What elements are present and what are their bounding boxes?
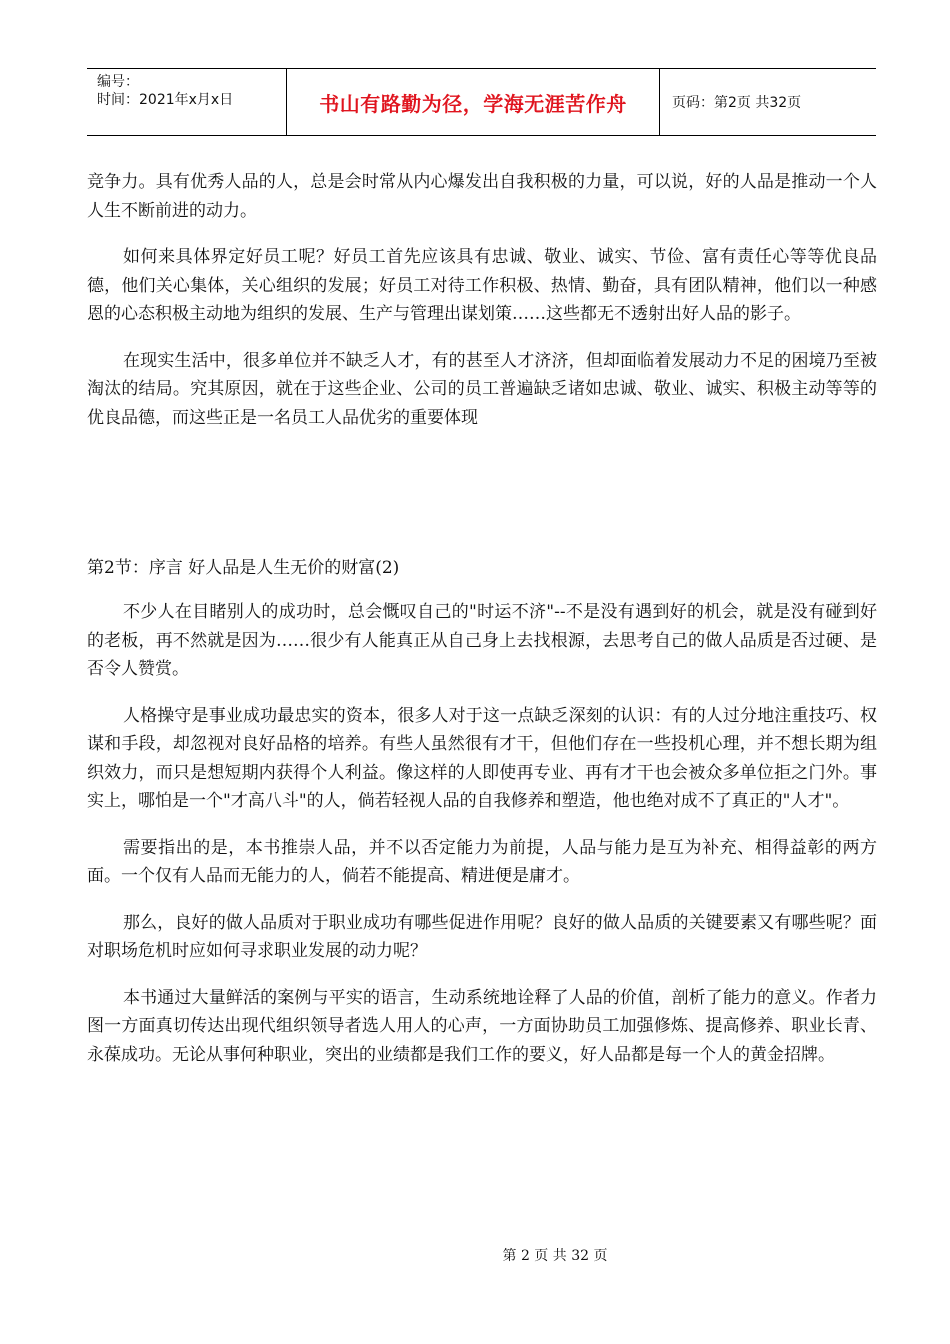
document-body	[87, 168, 877, 1087]
body-paragraph-2: 如何来具体界定好员工呢？好员工首先应该具有忠诚、敬业、诚实、节俭、富有责任心等等优良品德，他们关心集体，关心组织的发展；好员工对待工作积极、热情、勤奋，具有团队精神，他们以一种感恩的心态积极主动地为组织的发展、生产与管理出谋划策……这些都无不透射出好人品的影子。	[87, 247, 877, 324]
body-paragraph-5: 人格操守是事业成功最忠实的资本，很多人对于这一点缺乏深刻的认识：有的人过分地注重技巧、权谋和手段，却忽视对良好品格的培养。有些人虽然很有才干，但他们存在一些投机心理，并不想长期为组织效力，而只是想短期内获得个人利益。像这样的人即使再专业、再有才干也会被众多单位拒之门外。事实上，哪怕是一个"才高八斗"的人，倘若轻视人品的自我修养和塑造，他也绝对成不了真正的"人才"。	[87, 705, 877, 811]
document-time-label: 时间：2021年x月x日	[97, 92, 234, 108]
body-paragraph-8: 本书通过大量鲜活的案例与平实的语言，生动系统地诠释了人品的价值，剖析了能力的意义。作者力图一方面真切传达出现代组织领导者选人用人的心声，一方面协助员工加强修炼、提高修养、职业长青、永葆成功。无论从事何种职业，突出的业绩都是我们工作的要义，好人品都是每一个人的黄金招牌。	[87, 987, 877, 1065]
header-motto: 书山有路勤为径，学海无涯苦作舟	[287, 69, 660, 135]
body-paragraph-1: 竞争力。具有优秀人品的人，总是会时常从内心爆发出自我积极的力量，可以说，好的人品是推动一个人人生不断前进的动力。	[87, 172, 877, 221]
body-paragraph-4: 不少人在目睹别人的成功时，总会慨叹自己的"时运不济"--不是没有遇到好的机会，就是没有碰到好的老板，再不然就是因为……很少有人能真正从自己身上去找根源，去思考自己的做人品质是否过硬、是否令人赞赏。	[87, 602, 877, 679]
body-paragraph-7: 那么，良好的做人品质对于职业成功有哪些促进作用呢？良好的做人品质的关键要素又有哪些呢？面对职场危机时应如何寻求职业发展的动力呢？	[87, 912, 877, 961]
page-footer: 第 2 页 共 32 页	[502, 1248, 608, 1264]
section-title: 第2节：序言 好人品是人生无价的财富(2)	[87, 558, 400, 578]
body-paragraph-3: 在现实生活中，很多单位并不缺乏人才，有的甚至人才济济，但却面临着发展动力不足的困境乃至被淘汰的结局。究其原因，就在于这些企业、公司的员工普遍缺乏诸如忠诚、敬业、诚实、积极主动等等的优良品德，而这些正是一名员工人品优劣的重要体现	[87, 350, 877, 428]
body-paragraph-6: 需要指出的是，本书推崇人品，并不以否定能力为前提，人品与能力是互为补充、相得益彰的两方面。一个仅有人品而无能力的人，倘若不能提高、精进便是庸才。	[87, 837, 877, 886]
section-spacer	[87, 450, 877, 554]
header-meta-cell	[87, 69, 287, 135]
header-page-label: 页码：第2页 共32页	[672, 95, 802, 111]
document-number-label: 编号：	[97, 74, 139, 90]
page-header	[87, 68, 876, 136]
